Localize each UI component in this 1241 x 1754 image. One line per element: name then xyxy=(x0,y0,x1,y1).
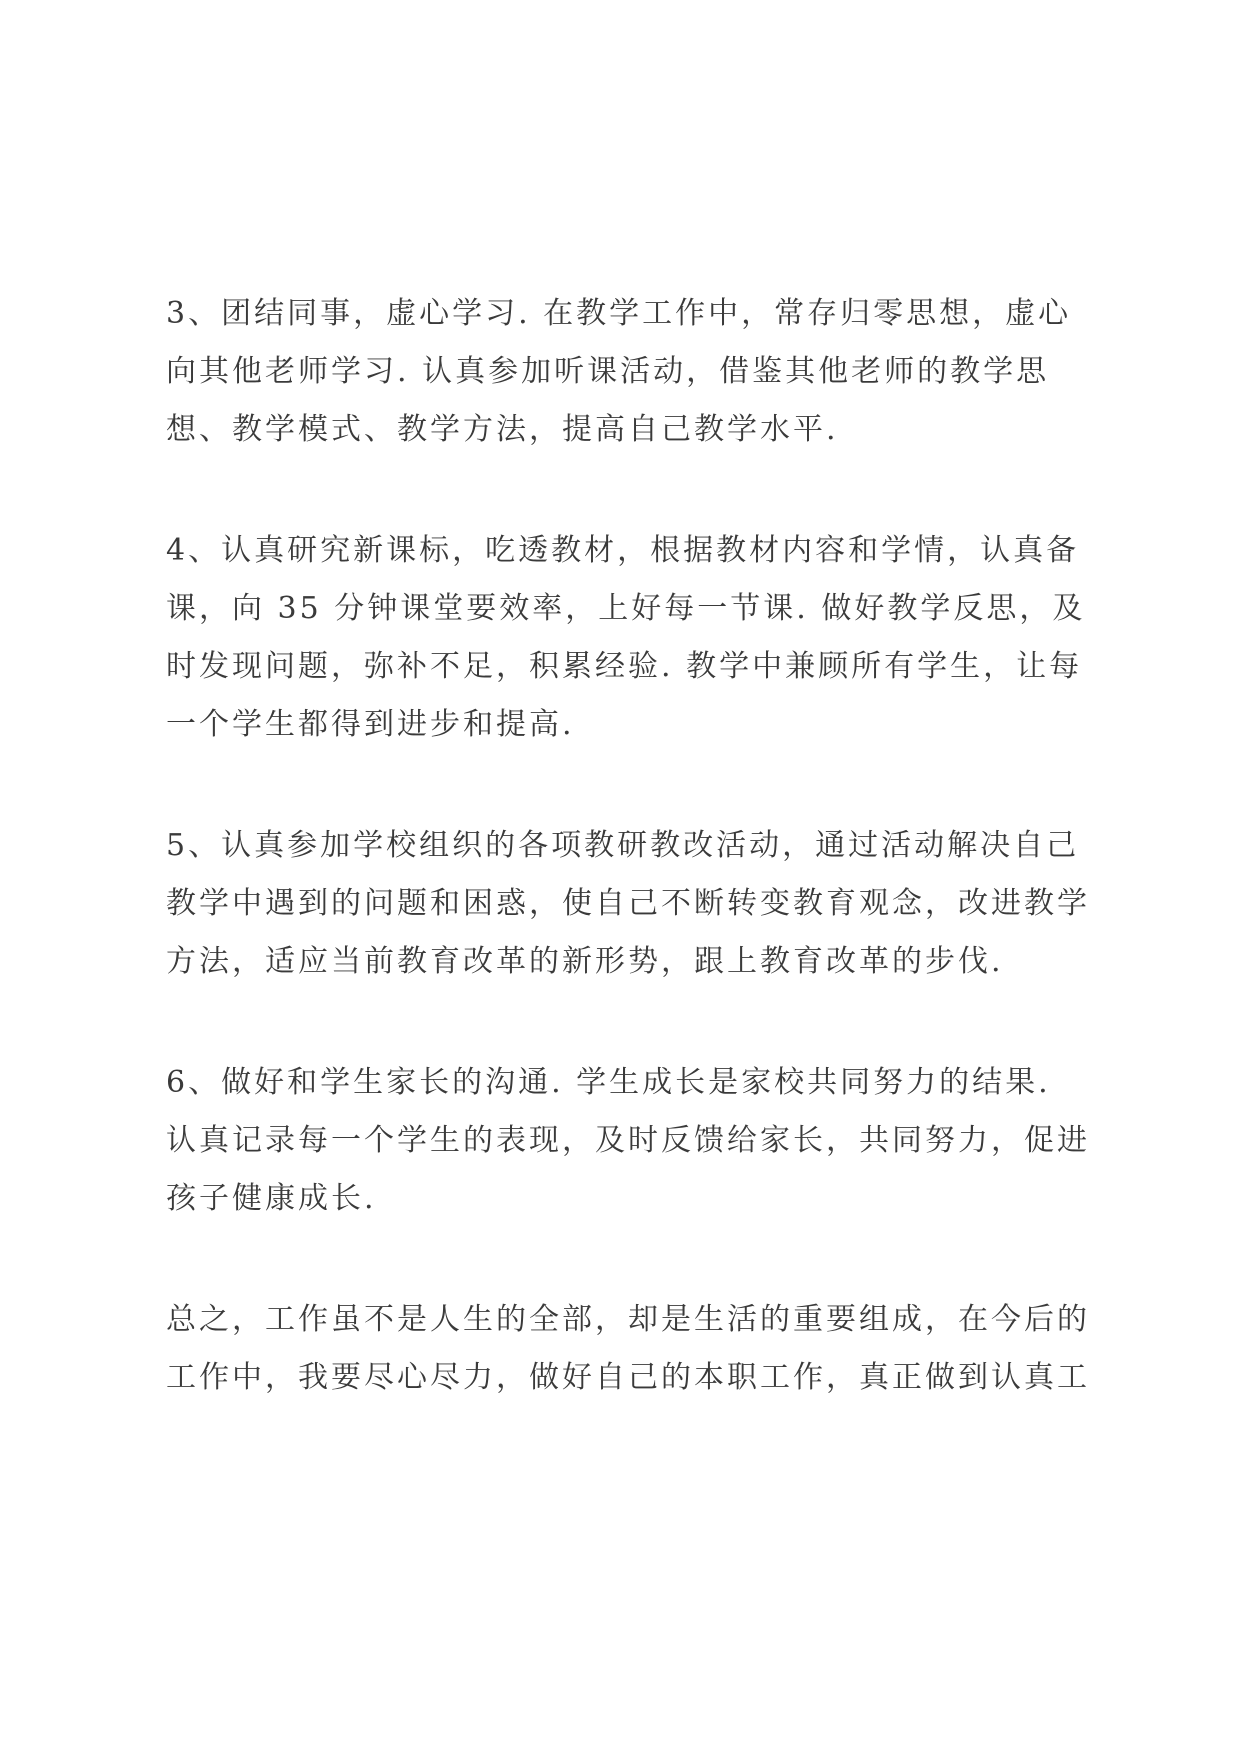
paragraph-4 xyxy=(166,522,1086,754)
text-line: 向其他老师学习. 认真参加听课活动，借鉴其他老师的教学思 xyxy=(166,354,1050,389)
text-line: 想、教学模式、教学方法，提高自己教学水平. xyxy=(166,412,839,447)
document-body xyxy=(166,285,1090,1470)
text-line: 3、团结同事，虚心学习. 在教学工作中，常存归零思想，虚心 xyxy=(166,296,1072,331)
text-line: 6、做好和学生家长的沟通. 学生成长是家校共同努力的结果. xyxy=(166,1065,1051,1100)
paragraph-3 xyxy=(166,285,1086,459)
text-line: 孩子健康成长. xyxy=(166,1181,377,1216)
text-line: 认真记录每一个学生的表现，及时反馈给家长，共同努力，促进 xyxy=(166,1123,1090,1158)
text-line: 时发现问题，弥补不足，积累经验. 教学中兼顾所有学生，让每 xyxy=(166,649,1083,684)
text-line: 4、认真研究新课标，吃透教材，根据教材内容和学情，认真备 xyxy=(166,533,1080,568)
text-line: 课，向 35 分钟课堂要效率，上好每一节课. 做好教学反思，及 xyxy=(166,591,1086,626)
text-line: 总之，工作虽不是人生的全部，却是生活的重要组成，在今后的 xyxy=(166,1302,1090,1337)
text-line: 5、认真参加学校组织的各项教研教改活动，通过活动解决自己 xyxy=(166,828,1080,863)
paragraph-5 xyxy=(166,817,1090,991)
text-line: 教学中遇到的问题和困惑，使自己不断转变教育观念，改进教学 xyxy=(166,886,1090,921)
text-line: 方法，适应当前教育改革的新形势，跟上教育改革的步伐. xyxy=(166,944,1004,979)
paragraph-summary xyxy=(166,1291,1090,1407)
paragraph-6 xyxy=(166,1054,1090,1228)
text-line: 工作中，我要尽心尽力，做好自己的本职工作，真正做到认真工 xyxy=(166,1360,1090,1395)
text-line: 一个学生都得到进步和提高. xyxy=(166,707,575,742)
